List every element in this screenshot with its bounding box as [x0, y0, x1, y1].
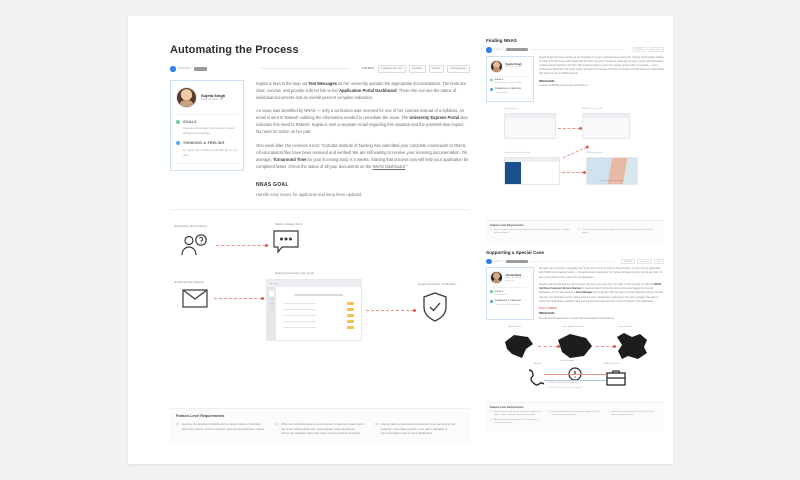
requirement-text: Assign dedicated case managers to applicants facing extenuating circumstances.: [552, 411, 600, 417]
requirement-text: Allow application expiry dates to be extended on a case-by-case basis.: [493, 419, 539, 425]
thinking-dot-icon: [490, 300, 493, 303]
page-title: Automating the Process: [170, 44, 299, 56]
panel-body: [486, 56, 664, 102]
persona-card: [170, 80, 244, 172]
browser-dot-icon: [273, 283, 275, 285]
goals-title: GOALS: [494, 290, 504, 293]
panel-finding-nnas: [486, 38, 664, 242]
phone-icon: [526, 368, 544, 388]
panel-requirements-title: Feature-Level Requirements: [490, 405, 524, 409]
text-message-icon: [273, 230, 299, 254]
phone-line-1: [544, 374, 606, 375]
mock-table-row: [283, 302, 354, 305]
dashboard-browser-mockup: [266, 279, 362, 341]
panel-requirement-item: [607, 411, 660, 417]
phone-line-2: [544, 380, 606, 381]
nnas-goal-text: Handle easy issues for applicants and keep them updated.: [256, 191, 363, 197]
requirement-number: [1]: [490, 229, 493, 232]
map-label-saudi: Saudi Arabia (Current): [562, 325, 584, 328]
sidebar-nav-item[interactable]: [270, 307, 274, 308]
goals-title: GOALS: [494, 78, 504, 81]
themes-label: THEMES: [361, 67, 375, 71]
persona-divider: [490, 287, 530, 288]
tag-duration[interactable]: Duration: [409, 65, 426, 73]
sidebar-nav-item[interactable]: [270, 299, 274, 300]
mock-heading-bar: [294, 294, 342, 296]
phone-label-middle: Case Manager: [560, 359, 575, 362]
meta-row: [170, 65, 470, 73]
shield-check-icon: [422, 292, 448, 322]
photo-caption: Discover needed for applicants: [599, 179, 625, 182]
story-body: [170, 80, 470, 197]
thinking-title: THINKING & FEELING: [494, 300, 522, 303]
persona-divider: [490, 76, 530, 77]
secondary-stories-column: [486, 38, 664, 440]
meta-divider: [531, 49, 626, 50]
panel-persona-card: [486, 56, 534, 102]
panel-narrative: [539, 267, 664, 320]
persona-name: Ahmad Bitar: [505, 273, 522, 277]
flow-arrow-3: [366, 310, 414, 311]
persona-divider: [176, 114, 238, 115]
map-label-canada: Canada (Goal): [618, 325, 633, 328]
requirement-number: [3]: [374, 422, 378, 426]
effort-label: EFFORT: [494, 260, 503, 263]
briefcase-icon: [606, 369, 626, 386]
persona-section-goals: [176, 120, 238, 136]
flow-arrow-2: [214, 298, 262, 299]
goals-dot-icon: [490, 79, 493, 82]
shot-arrow-2: [563, 146, 587, 157]
panel-meta-row: [486, 259, 664, 265]
panel-requirements: [486, 220, 664, 242]
flow-label-status-texts: Status Update Texts: [275, 221, 303, 226]
meta-divider: [531, 261, 614, 262]
panel-tag-trust[interactable]: Trust: [654, 259, 664, 264]
shot-label-google-search: Google Search: [504, 107, 518, 110]
persona-footer-rule: [176, 163, 238, 164]
canada-map-icon: [614, 331, 650, 361]
requirement-item: [176, 422, 265, 436]
mock-table-row: [283, 314, 354, 317]
requirement-number: [2]: [548, 411, 551, 414]
panel-goal-title: NNAS GOAL: [539, 79, 556, 83]
goals-body: Oversee document process to ensure things run smoothly.: [183, 126, 235, 135]
mock-table-row: [283, 320, 354, 323]
feature-requirements-panel: [170, 408, 470, 443]
panel-goal-title: NNAS GOAL: [539, 312, 556, 316]
requirement-text: Improve the Applicant Dashboard to clearly indicate individual document status, actions required, and overall application status.: [181, 422, 265, 431]
screenshot-nnas-homepage: [586, 157, 638, 185]
effort-value-pill: [506, 48, 528, 51]
requirement-text: Use big data to determine turnaround times per activity per institution. Use data specific to the user's situation in communications and on their dashboard.: [380, 422, 456, 435]
requirement-number: [2]: [275, 422, 279, 426]
screenshot-flow: [486, 108, 664, 216]
person-question-icon: [180, 234, 210, 256]
browser-content: [267, 287, 361, 340]
browser-main-panel: [276, 287, 361, 340]
meta-divider: [262, 68, 348, 69]
persona-section-thinking: [176, 141, 238, 157]
panel-tag-themes[interactable]: THEMES: [621, 259, 635, 264]
flow-label-rakesh-addresses: Rakesh Addresses the Issue: [275, 270, 315, 275]
requirement-text: When an individual issue is encountered, proactively reach out to the responsible parties with personalized communications. Inform the applicant about the issue and any actions required.: [281, 422, 365, 435]
nnas-goal-title: NNAS GOAL: [256, 181, 289, 188]
panel-red-note: There is NNAS: [539, 307, 557, 311]
requirement-number: [1]: [490, 411, 493, 414]
flow-label-wondering: Wondering about Status: [174, 223, 208, 228]
document-page: [128, 16, 673, 464]
requirement-number: [3]: [490, 419, 493, 422]
panel-paragraph-1: Ahmad's friend Ahmad is originally from Syria but is currently living in Saudi Arabia. He also has an application with NNAS but is having trouble — his application is waiting for his Syrian expiration and he cannot get many of the nursing documents needed for his application.: [539, 267, 662, 279]
panel-supporting-special-case: [486, 250, 664, 432]
requirements-columns: [176, 422, 464, 436]
map-arrow-1: [538, 346, 558, 347]
effort-label: EFFORT: [178, 67, 192, 71]
requirement-number: [2]: [578, 229, 581, 232]
flow-label-nnas-emails: NNAS Emails Rakesh: [174, 279, 205, 284]
thinking-dot-icon: [176, 141, 180, 145]
effort-value-pill: [194, 67, 207, 72]
shot-arrow-3: [562, 172, 584, 173]
panel-requirement-item: [549, 411, 602, 417]
persona-name: Sujeta Singh: [201, 92, 226, 98]
mock-table-row: [283, 326, 354, 329]
requirement-item: [275, 422, 364, 436]
theme-tag-list: [362, 65, 471, 73]
panel-tag-themes[interactable]: THEMES: [633, 47, 647, 52]
shot-arrow-1: [558, 128, 580, 129]
phone-line-label-2: Dedicated case manager assigned: [548, 386, 582, 389]
narrative-paragraph-1: Sujeta is kept in the loop via Text Messages as her university uploads the appropriate documentation. The texts are clear, concise, and provide a direct link to her Application Portal Dashboard. There she can see the status of individual documents and an overall percent complete indication.: [256, 80, 467, 100]
panel-narrative: [539, 56, 664, 102]
avatar: [490, 60, 503, 73]
persona-section-thinking: [490, 300, 530, 306]
sidebar-nav-item[interactable]: [270, 303, 274, 304]
phone-label-left: Ahmad: [534, 362, 541, 365]
map-label-syria: Syria (Home): [508, 325, 521, 328]
panel-body: [486, 267, 664, 320]
browser-dot-icon: [276, 283, 278, 285]
narrative-paragraph-3: One week later she receives a text: "Calcutta Institute of Nursing has submitted your complete coursework to NNAS. All educational files have been received and verified! We are still waiting to receive your licensing documentation. On average, Turnaround Time for your licensing body is 4 weeks. Starting that process now will help your application be completed faster. Check the status of all your documents on the NNAS Dashboard.": [256, 142, 469, 169]
tag-status[interactable]: Status: [429, 65, 444, 73]
thinking-title: THINKING & FEELING: [183, 141, 225, 146]
sidebar-logo-icon: [269, 291, 274, 296]
shot-label-nnas-results: NNAS Search Results: [582, 107, 603, 110]
panel-title: Finding NNAS: [486, 38, 517, 43]
persona-subtitle: India, 35 years old: [201, 97, 223, 101]
persona-section-thinking: [490, 88, 530, 94]
requirement-number: [4]: [607, 411, 610, 414]
screenshot-college-ontario: [504, 157, 560, 185]
avatar: [176, 87, 197, 108]
shot-label-nnas-homepage: NNAS Homepage: [586, 151, 603, 154]
panel-tag-awareness[interactable]: Awareness: [649, 47, 664, 52]
map-arrow-2: [596, 346, 614, 347]
requirement-text: Provide international toll-free numbers for applicants in regions where standard support is unavailable.: [493, 411, 543, 417]
persona-section-goals: [490, 79, 530, 85]
requirement-text: Surface the case manager's direct contact details within the applicant portal.: [611, 411, 655, 417]
thinking-dot-icon: [490, 88, 493, 91]
section-divider: [170, 209, 470, 210]
journey-flow-diagram: [170, 220, 470, 338]
persona-subtitle: India, 35 years old: [505, 66, 522, 69]
panel-requirement-item: [490, 229, 572, 235]
avatar: [490, 271, 503, 284]
panel-goal-text: Provide special assistance to cases with extenuating circumstances.: [539, 316, 615, 320]
effort-value-pill: [506, 260, 528, 263]
thinking-body: I need answers.: [494, 91, 509, 94]
persona-subtitle: Syria / Saudi Arabia, 41 years old: [505, 277, 527, 282]
panel-paragraph-2: Sujeta recommends that he call Customer Service to see how they can help. At the evening he calls the NNAS Call Now Customer Service Number in Saudi Arabia. Having that toll-free line was flagged for special assistance. He is connected to a Case Manager that is familiar with the types of issues Ahmad is facing. Ahmad now has one dedicated contact that knows his story, background, and issues. His case manager was able to extend his application expiration date and reassure Ahmad and some of the confusion in his application.: [539, 283, 663, 303]
browser-dot-icon: [270, 283, 272, 285]
requirement-number: [1]: [176, 422, 180, 426]
browser-sidebar: [267, 287, 276, 340]
narrative-column: [256, 80, 470, 197]
requirement-item: [375, 422, 464, 436]
mock-table-row: [283, 308, 354, 311]
panel-requirements-title: Feature-Level Requirements: [490, 223, 524, 227]
screenshot-nnas-results: [582, 113, 630, 139]
requirements-title: Feature-Level Requirements: [176, 414, 225, 418]
main-story-column: [170, 44, 470, 338]
nnas-goal-block: [256, 182, 470, 197]
persona-header: [176, 87, 238, 108]
saudi-arabia-map-icon: [556, 332, 594, 360]
panel-requirements: [486, 402, 664, 432]
effort-label: EFFORT: [494, 48, 503, 51]
maps-flow-diagram: [486, 326, 664, 398]
narrative-paragraph-2: An issue was identified by NNAS — only a curriculum was received for one of her courses instead of a syllabus. An email is sent to Rakesh outlining the information needed to remediate the issue. The University Express Portal also indicates this need to Rakesh. Sujeta is sent a separate email regarding this situation and the potential time impact. No need for action on her part.: [256, 108, 468, 135]
thinking-body: I'm glad I don't have to do this all on my own.: [183, 147, 238, 157]
effort-dot-icon: [170, 66, 176, 72]
panel-goal-text: Increase findability and service for NNAS.ca: [539, 84, 588, 88]
panel-requirement-item: [578, 229, 660, 235]
thinking-title: THINKING & FEELING: [494, 88, 522, 91]
panel-title: Supporting a Special Case: [486, 249, 544, 255]
persona-name: Sujeta Singh: [505, 62, 522, 66]
panel-meta-row: [486, 47, 664, 53]
panel-requirement-item: [490, 419, 543, 425]
goals-body: Determine how to get a license.: [494, 82, 523, 85]
effort-dot-icon: [486, 47, 492, 53]
panel-paragraph-1: Sujeta Singh has been working at her hospital for 5 years, and has been looking for nursing opportunities outside of India. A friend of hers tells Sujeta that her aunt moved to Canada to Laval ago and got a great nursing position at Mount Sinai Hospital in Toronto. This inspired Sujeta to look into nursing opportunities in Canada — she's excited and optimistic. She looks online and finds the College of Nurses of Ontario and she discovers information that leads her to the NNAS website.: [539, 55, 664, 75]
panel-tag-assistance[interactable]: Assistance: [637, 259, 652, 264]
shot-label-college-ontario: College of Nurses of Ontario: [504, 151, 531, 154]
goals-body: Resolve his file.: [494, 294, 509, 297]
requirement-text: Improve organic search engine results for relevant nursing regulatory bodies, colleges and associations.: [493, 229, 570, 234]
requirement-text: Provide clear entry points and guidance for international nurses at the start of the journey.: [581, 229, 654, 234]
effort-indicator: [170, 66, 254, 72]
flow-arrow-1: [216, 245, 266, 246]
tag-customer-service[interactable]: Customer Service: [378, 65, 406, 73]
goals-dot-icon: [490, 290, 493, 293]
screenshot-google-search: [504, 113, 556, 139]
browser-titlebar: [267, 280, 361, 287]
persona-section-goals: [490, 290, 530, 296]
goals-dot-icon: [176, 120, 180, 124]
email-icon: [182, 289, 208, 308]
sidebar-nav-item[interactable]: [270, 310, 274, 311]
syria-map-icon: [502, 332, 536, 360]
thinking-body: This is more than I expected.: [494, 303, 521, 306]
panel-requirement-item: [490, 411, 543, 417]
flow-label-sujeta-verification: Sujeta Receives Verification: [418, 281, 457, 286]
effort-dot-icon: [486, 259, 492, 265]
phone-label-right: NNAS Case File: [604, 362, 620, 365]
panel-persona-card: [486, 267, 534, 320]
tag-transparency[interactable]: Transparency: [447, 65, 470, 73]
phone-line-label-1: Toll-free special assistance line: [548, 381, 579, 384]
goals-title: GOALS: [183, 119, 197, 124]
